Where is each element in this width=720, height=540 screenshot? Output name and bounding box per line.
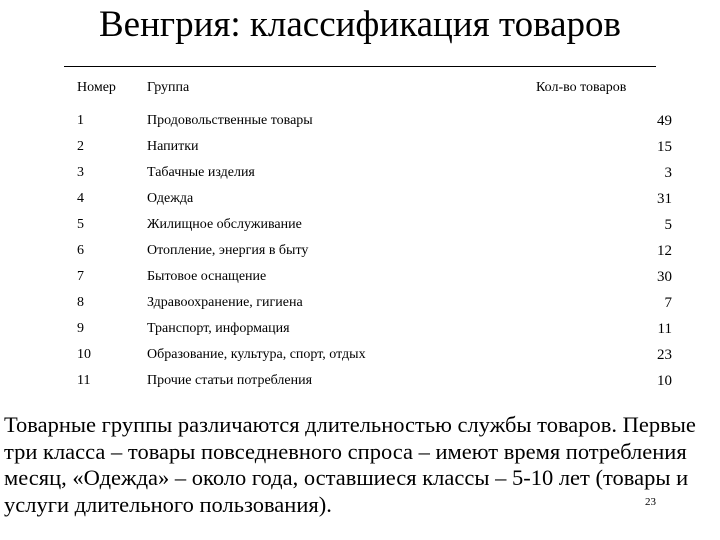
row-group: Бытовое оснащение (147, 269, 267, 284)
header-number: Номер (77, 80, 116, 95)
table-row (0, 268, 720, 294)
row-group: Жилищное обслуживание (147, 217, 302, 232)
row-count: 11 (657, 321, 672, 337)
row-group: Табачные изделия (147, 165, 255, 180)
row-number: 2 (77, 139, 84, 154)
row-number: 6 (77, 243, 84, 258)
row-count: 30 (657, 269, 672, 285)
row-group: Образование, культура, спорт, отдых (147, 347, 366, 362)
table-row (0, 346, 720, 372)
table-row (0, 138, 720, 164)
table-row (0, 216, 720, 242)
title-divider (64, 66, 656, 67)
row-group: Транспорт, информация (147, 321, 290, 336)
table-row (0, 164, 720, 190)
table-row (0, 294, 720, 320)
table-row (0, 320, 720, 346)
row-count: 31 (657, 191, 672, 207)
row-count: 5 (664, 217, 672, 233)
page-number: 23 (645, 496, 656, 508)
table-row (0, 112, 720, 138)
table-row (0, 372, 720, 398)
row-number: 9 (77, 321, 84, 336)
row-count: 49 (657, 113, 672, 129)
row-number: 3 (77, 165, 84, 180)
header-group: Группа (147, 80, 190, 95)
summary-paragraph: Товарные группы различаются длительностью службы товаров. Первые три класса – товары повседневного спроса – имеют время потребления месяц, «Одежда» – около года, оставшиеся классы – 5-10 лет (товары и услуги длительного пользования). (4, 412, 696, 517)
slide-title: Венгрия: классификация товаров (99, 4, 621, 45)
row-group: Здравоохранение, гигиена (147, 295, 303, 310)
row-number: 5 (77, 217, 84, 232)
row-count: 10 (657, 373, 672, 389)
row-count: 3 (664, 165, 672, 181)
row-number: 10 (77, 347, 91, 362)
row-number: 1 (77, 113, 84, 128)
row-count: 15 (657, 139, 672, 155)
table-row (0, 242, 720, 268)
row-group: Отопление, энергия в быту (147, 243, 309, 258)
header-count: Кол-во товаров (536, 80, 627, 95)
row-count: 12 (657, 243, 672, 259)
row-group: Одежда (147, 191, 194, 206)
row-count: 7 (664, 295, 672, 311)
row-number: 7 (77, 269, 84, 284)
table-row (0, 190, 720, 216)
row-group: Напитки (147, 139, 199, 154)
row-group: Прочие статьи потребления (147, 373, 313, 388)
row-number: 8 (77, 295, 84, 310)
row-number: 4 (77, 191, 84, 206)
row-number: 11 (77, 373, 91, 388)
row-group: Продовольственные товары (147, 113, 313, 128)
row-count: 23 (657, 347, 672, 363)
